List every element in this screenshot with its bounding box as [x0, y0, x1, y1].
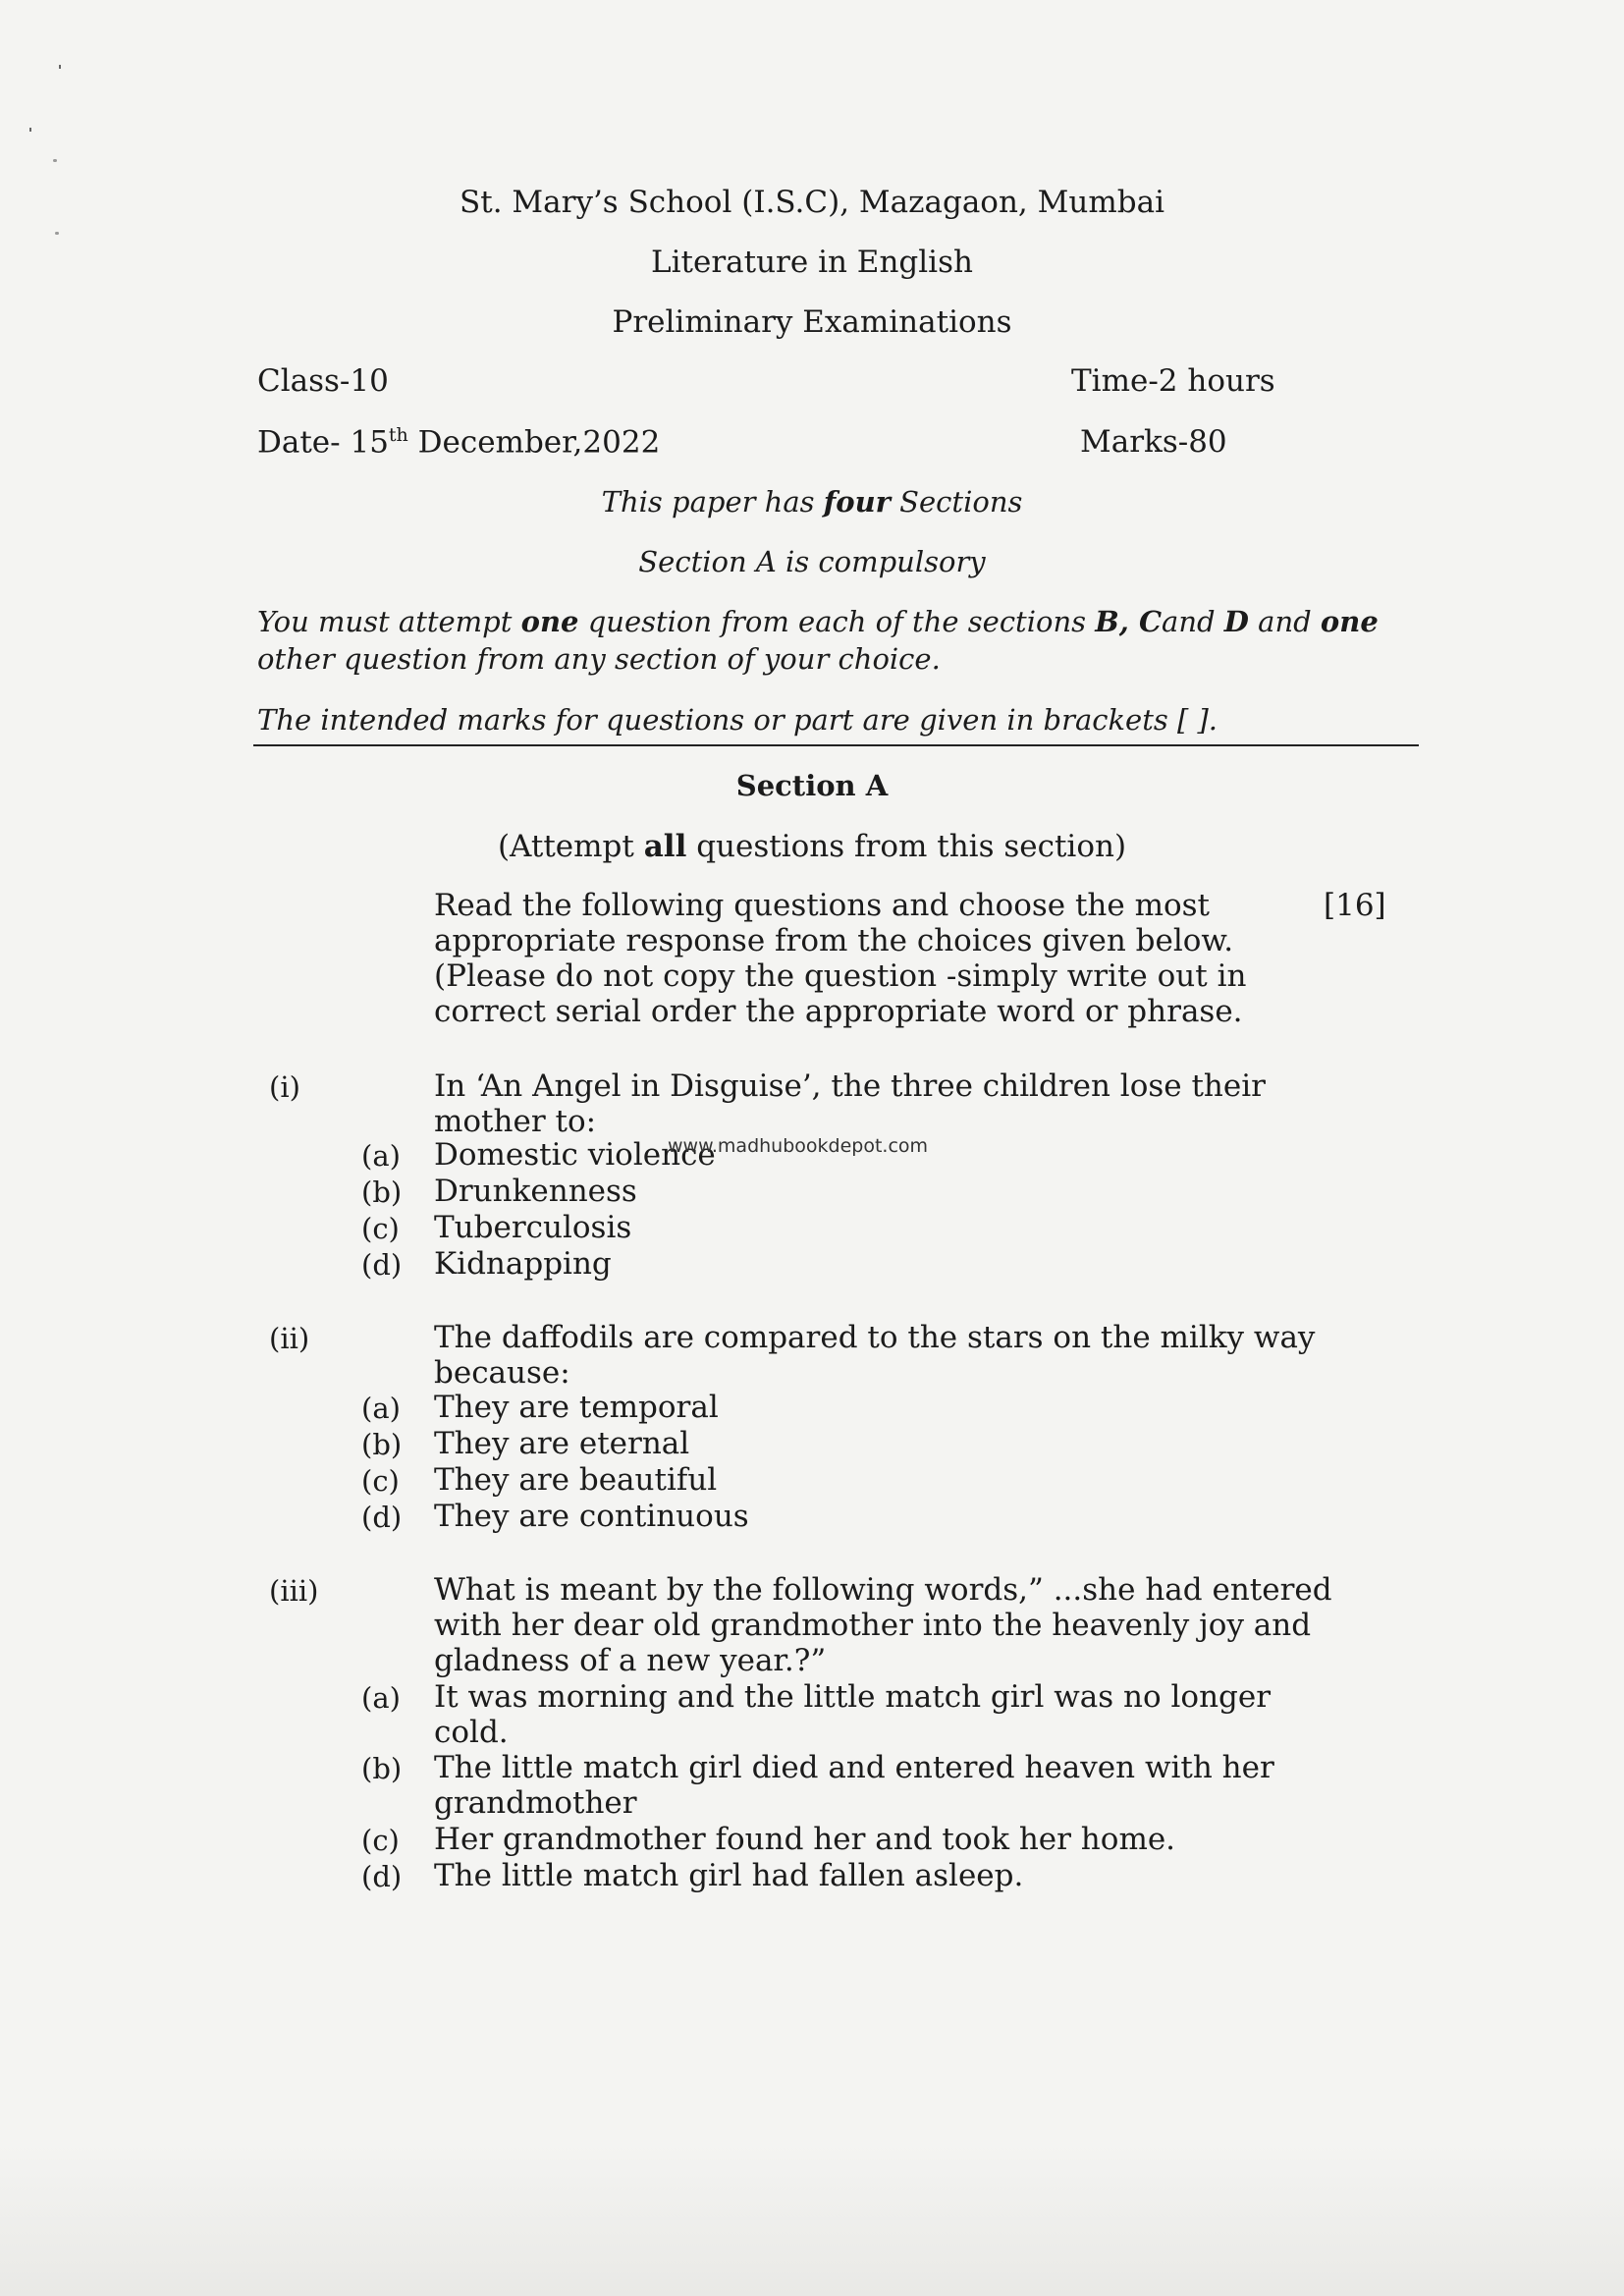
option-text: They are continuous: [434, 1499, 749, 1534]
instruction-bold: D: [1223, 605, 1249, 638]
option-text: Kidnapping: [434, 1246, 612, 1282]
instruction-choice: other question from any section of your choice.: [257, 642, 941, 676]
instruction-text: and: [1248, 605, 1321, 638]
option-text: They are beautiful: [434, 1462, 718, 1498]
question-number: (i): [269, 1070, 300, 1104]
date-sup: th: [388, 424, 408, 446]
question-line: What is meant by the following words,” ...she had entered: [434, 1572, 1332, 1608]
instruction-bold: C: [1128, 605, 1163, 638]
option-label: (d): [361, 1248, 403, 1282]
section-a-subtitle: [0, 829, 1624, 864]
option-text: The little match girl had fallen asleep.: [434, 1858, 1024, 1893]
marks-label: Marks-80: [1080, 424, 1227, 460]
option-label: (b): [361, 1752, 403, 1785]
option-line: grandmother: [434, 1785, 637, 1821]
subtitle-bold: all: [643, 829, 687, 864]
instruction-bold: one: [520, 605, 579, 638]
option-text: Her grandmother found her and took her home.: [434, 1822, 1176, 1857]
option-text: Domestic violence: [434, 1137, 716, 1173]
class-label: Class-10: [257, 363, 389, 399]
option-label: (a): [361, 1681, 401, 1715]
date-suffix: December,2022: [407, 424, 661, 461]
date-prefix: Date- 15: [257, 424, 389, 461]
option-line: cold.: [434, 1715, 509, 1750]
instruction-text: question from each of the sections: [578, 605, 1096, 638]
divider-line: [253, 744, 1419, 746]
option-label: (c): [361, 1212, 400, 1245]
option-text: Tuberculosis: [434, 1210, 632, 1245]
question-number: (ii): [269, 1322, 310, 1355]
time-label: Time-2 hours: [1071, 363, 1275, 399]
option-text: They are eternal: [434, 1426, 690, 1461]
scan-speck: [29, 128, 31, 132]
instruction-text: You must attempt: [257, 605, 521, 638]
watermark: www.madhubookdepot.com: [668, 1135, 929, 1157]
option-label: (b): [361, 1175, 403, 1209]
question-text: [434, 1320, 1315, 1391]
question-text: [434, 1068, 1266, 1139]
instruction-bold: B,: [1095, 605, 1129, 638]
section-a-intro: [434, 888, 1246, 1029]
option-label: (b): [361, 1428, 403, 1461]
option-line: The little match girl died and entered heaven with her: [434, 1750, 1274, 1785]
intro-line: (Please do not copy the question -simply write out in: [434, 958, 1247, 994]
question-line: with her dear old grandmother into the heavenly joy and: [434, 1608, 1312, 1643]
question-line: The daffodils are compared to the stars on the milky way: [434, 1320, 1316, 1355]
subtitle-text: (Attempt: [497, 829, 644, 864]
intro-line: correct serial order the appropriate word or phrase.: [434, 994, 1243, 1029]
option-label: (a): [361, 1392, 401, 1425]
school-name: St. Mary’s School (I.S.C), Mazagaon, Mumbai: [460, 185, 1164, 220]
scan-speck: [55, 232, 59, 235]
subject-title: Literature in English: [651, 245, 973, 280]
instruction-text: Sections: [890, 485, 1023, 519]
instruction-marks: The intended marks for questions or part are given in brackets [ ].: [257, 703, 1218, 737]
option-text: [434, 1750, 1274, 1821]
question-number: (iii): [269, 1574, 319, 1608]
instruction-bold: one: [1320, 605, 1379, 638]
option-label: (d): [361, 1860, 403, 1893]
instruction-compulsory: Section A is compulsory: [638, 545, 986, 578]
date-label: [257, 424, 660, 460]
instruction-text: and: [1162, 605, 1224, 638]
instruction-bold: four: [823, 485, 891, 519]
option-label: (c): [361, 1824, 400, 1857]
question-line: In ‘An Angel in Disguise’, the three children lose their: [434, 1068, 1266, 1104]
instruction-sections: [0, 485, 1624, 519]
option-label: (c): [361, 1464, 400, 1498]
intro-line: appropriate response from the choices given below.: [434, 923, 1234, 958]
option-text: They are temporal: [434, 1390, 719, 1425]
option-label: (d): [361, 1501, 403, 1534]
question-text: [434, 1572, 1332, 1678]
scan-speck: [59, 65, 61, 69]
scan-speck: [53, 159, 57, 162]
section-a-marks: [16]: [1324, 888, 1386, 923]
option-text: Drunkenness: [434, 1174, 637, 1209]
instruction-text: This paper has: [601, 485, 824, 519]
exam-title: Preliminary Examinations: [612, 304, 1012, 340]
instruction-attempt: [257, 605, 1379, 638]
subtitle-text: questions from this section): [686, 829, 1127, 864]
question-line: mother to:: [434, 1104, 597, 1139]
intro-line: Read the following questions and choose the most: [434, 888, 1211, 923]
section-a-title: Section A: [735, 769, 889, 802]
option-line: It was morning and the little match girl was no longer: [434, 1679, 1272, 1715]
scan-bottom-shadow: [0, 2141, 1624, 2296]
option-text: [434, 1679, 1271, 1750]
option-label: (a): [361, 1139, 401, 1173]
question-line: because:: [434, 1355, 570, 1391]
question-line: gladness of a new year.?”: [434, 1643, 827, 1678]
